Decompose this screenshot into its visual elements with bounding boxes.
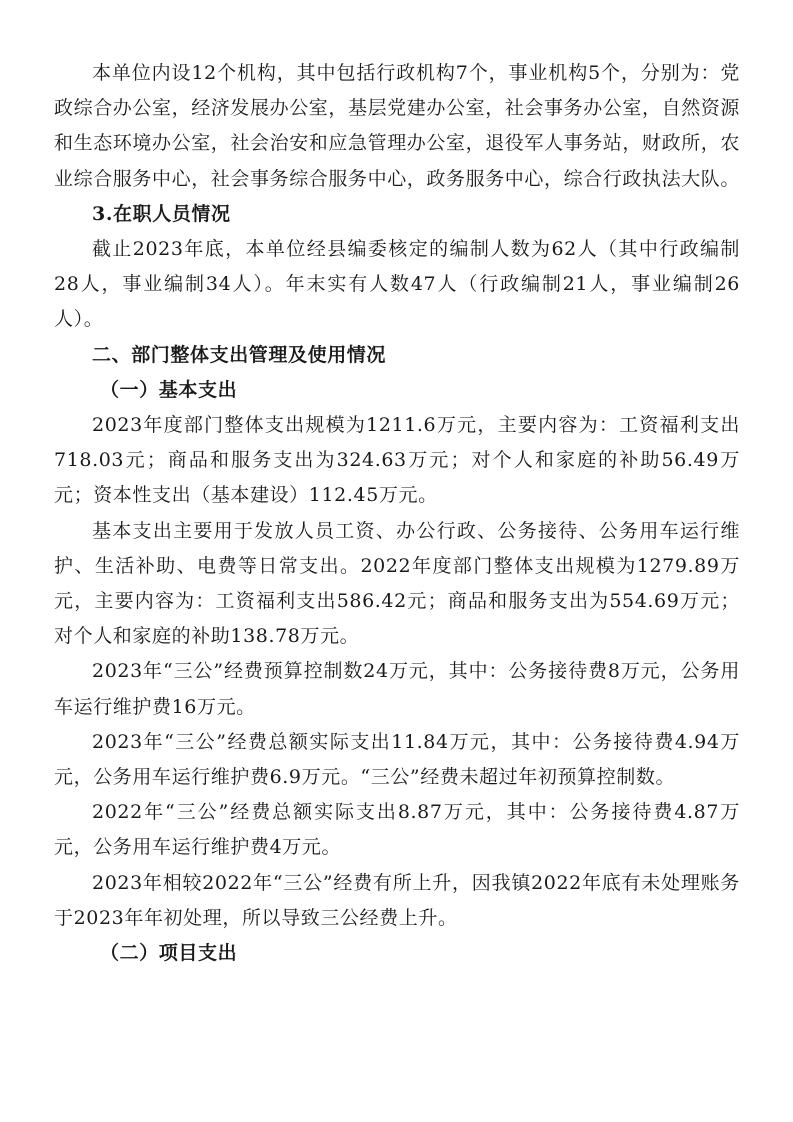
paragraph-institutions: 本单位内设12个机构，其中包括行政机构7个，事业机构5个，分别为：党政综合办公室，经济发展办公室，基层党建办公室，社会事务办公室，自然资源和生态环境办公室，社会治安和应急管理办公室，退役军人事务站，财政所，农业综合服务中心，社会事务综合服务中心，政务服务中心，综合行政执法大队。 xyxy=(54,62,741,190)
paragraph-2022-expenditure: 基本支出主要用于发放人员工资、办公行政、公务接待、公务用车运行维护、生活补助、电费等日常支出。2022年度部门整体支出规模为1279.89万元，主要内容为：工资福利支出586.42元；商品和服务支出为554.69万元；对个人和家庭的补助138.78万元。 xyxy=(54,519,740,648)
paragraph-2023-expenditure: 2023年度部门整体支出规模为1211.6万元，主要内容为：工资福利支出718.03元；商品和服务支出为324.63万元；对个人和家庭的补助56.49万元；资本性支出（基本建设）112.45万元。 xyxy=(54,414,740,507)
paragraph-three-public-change: 2023年相较2022年“三公”经费有所上升，因我镇2022年底有未处理账务于2023年年初处理，所以导致三公经费上升。 xyxy=(54,871,740,929)
paragraph-staff-count: 截止2023年底，本单位经县编委核定的编制人数为62人（其中行政编制28人，事业编制34人）。年末实有人数47人（行政编制21人，事业编制26人）。 xyxy=(54,238,740,331)
paragraph-three-public-2023: 2023年“三公”经费总额实际支出11.84万元，其中：公务接待费4.94万元，公务用车运行维护费6.9万元。“三公”经费未超过年初预算控制数。 xyxy=(54,730,740,789)
heading-staff-status: 3.在职人员情况 xyxy=(92,202,231,225)
paragraph-three-public-budget: 2023年“三公”经费预算控制数24万元，其中：公务接待费8万元，公务用车运行维护费16万元。 xyxy=(54,660,740,718)
paragraph-three-public-2022: 2022年“三公”经费总额实际支出8.87万元，其中：公务接待费4.87万元，公务用车运行维护费4万元。 xyxy=(54,801,740,859)
document-body xyxy=(54,56,740,971)
heading-section-two: 二、部门整体支出管理及使用情况 xyxy=(92,343,387,366)
heading-project-expenditure: （二）项目支出 xyxy=(100,942,238,965)
heading-basic-expenditure: （一）基本支出 xyxy=(100,378,238,401)
